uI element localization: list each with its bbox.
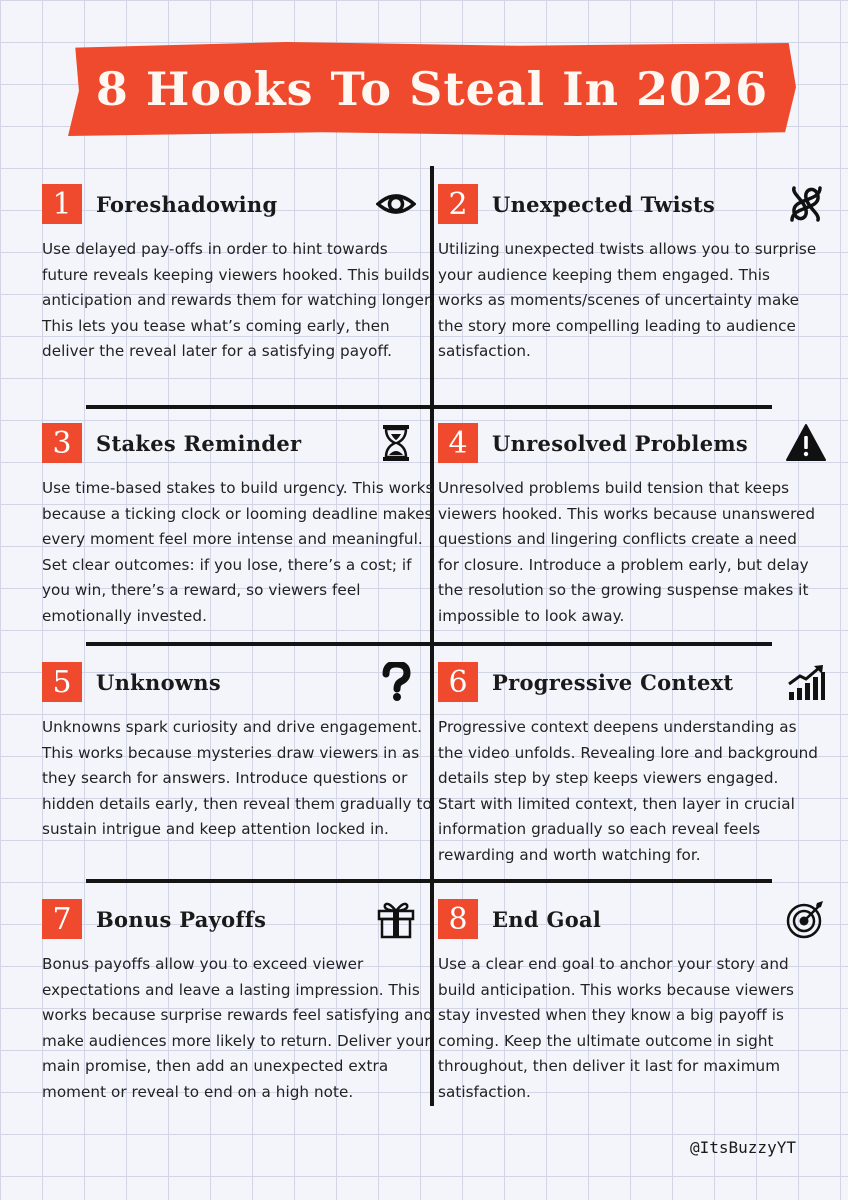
hook-description: Utilizing unexpected twists allows you to surprise your audience keeping them engaged. This works as moments/scenes of uncertainty make the story more compelling leading to audience satisfaction. [438,240,817,361]
hook-card-unresolved-problems [438,422,818,630]
horizontal-divider [86,642,772,646]
creator-handle: @ItsBuzzyYT [690,1138,796,1157]
hook-number: 4 [438,423,478,463]
horizontal-divider [86,405,772,409]
hook-title: Unknowns [96,669,221,695]
hook-title: Foreshadowing [96,191,278,217]
hook-number: 5 [42,662,82,702]
hook-card-unexpected-twists [438,183,818,365]
hook-card-stakes-reminder [42,422,434,630]
hook-description: Bonus payoffs allow you to exceed viewer expectations and leave a lasting impression. This works because surprise rewards feel satisfying and make audiences more likely to return. Deliver your main promise, then add an unexpected extra moment or reveal to end on a high note. [42,955,433,1101]
hook-card-unknowns [42,661,434,843]
hook-title: Bonus Payoffs [96,906,267,932]
hook-title: Unresolved Problems [492,430,748,456]
hook-description: Progressive context deepens understanding as the video unfolds. Revealing lore and background details step by step keeps viewers engaged. Start with limited context, then layer in crucial information gradually so each reveal feels rewarding and worth watching for. [438,718,818,864]
hook-description: Unknowns spark curiosity and drive engagement. This works because mysteries draw viewers in as they search for answers. Introduce questions or hidden details early, then reveal them gradually to sustain intrigue and keep attention locked in. [42,718,432,839]
target-icon [786,899,826,939]
hook-description: Use delayed pay-offs in order to hint towards future reveals keeping viewers hooked. This builds anticipation and rewards them for watching longer. This lets you tease what’s coming early, then deliver the reveal later for a satisfying payoff. [42,240,434,361]
growth-chart-icon [786,662,826,702]
gift-icon [376,899,416,939]
page-title: 8 Hooks To Steal In 2026 [95,62,769,116]
hook-card-end-goal [438,898,818,1106]
hook-title: Stakes Reminder [96,430,302,456]
warning-icon [786,423,826,463]
hook-number: 6 [438,662,478,702]
twisted-knot-icon [786,184,826,224]
hook-number: 3 [42,423,82,463]
hook-title: End Goal [492,906,602,932]
hook-description: Use a clear end goal to anchor your story and build anticipation. This works because viewers stay invested when they know a big payoff is coming. Keep the ultimate outcome in sight throughout, then deliver it last for maximum satisfaction. [438,955,795,1101]
hook-card-bonus-payoffs [42,898,434,1106]
eye-icon [376,184,416,224]
horizontal-divider [86,879,772,883]
hook-card-foreshadowing [42,183,434,365]
hook-number: 2 [438,184,478,224]
question-mark-icon [376,662,416,702]
hook-title: Progressive Context [492,669,734,695]
hook-number: 8 [438,899,478,939]
hook-number: 1 [42,184,82,224]
hook-title: Unexpected Twists [492,191,716,217]
hook-card-progressive-context [438,661,818,869]
hourglass-icon [376,423,416,463]
hook-number: 7 [42,899,82,939]
hook-description: Use time-based stakes to build urgency. This works because a ticking clock or looming deadline makes every moment feel more intense and meaningful. Set clear outcomes: if you lose, there’s a cost; if you win, there’s a reward, so viewers feel emotionally invested. [42,479,434,625]
hook-description: Unresolved problems build tension that keeps viewers hooked. This works because unanswered questions and lingering conflicts create a need for closure. Introduce a problem early, but delay the resolution so the growing suspense makes it impossible to look away. [438,479,816,625]
